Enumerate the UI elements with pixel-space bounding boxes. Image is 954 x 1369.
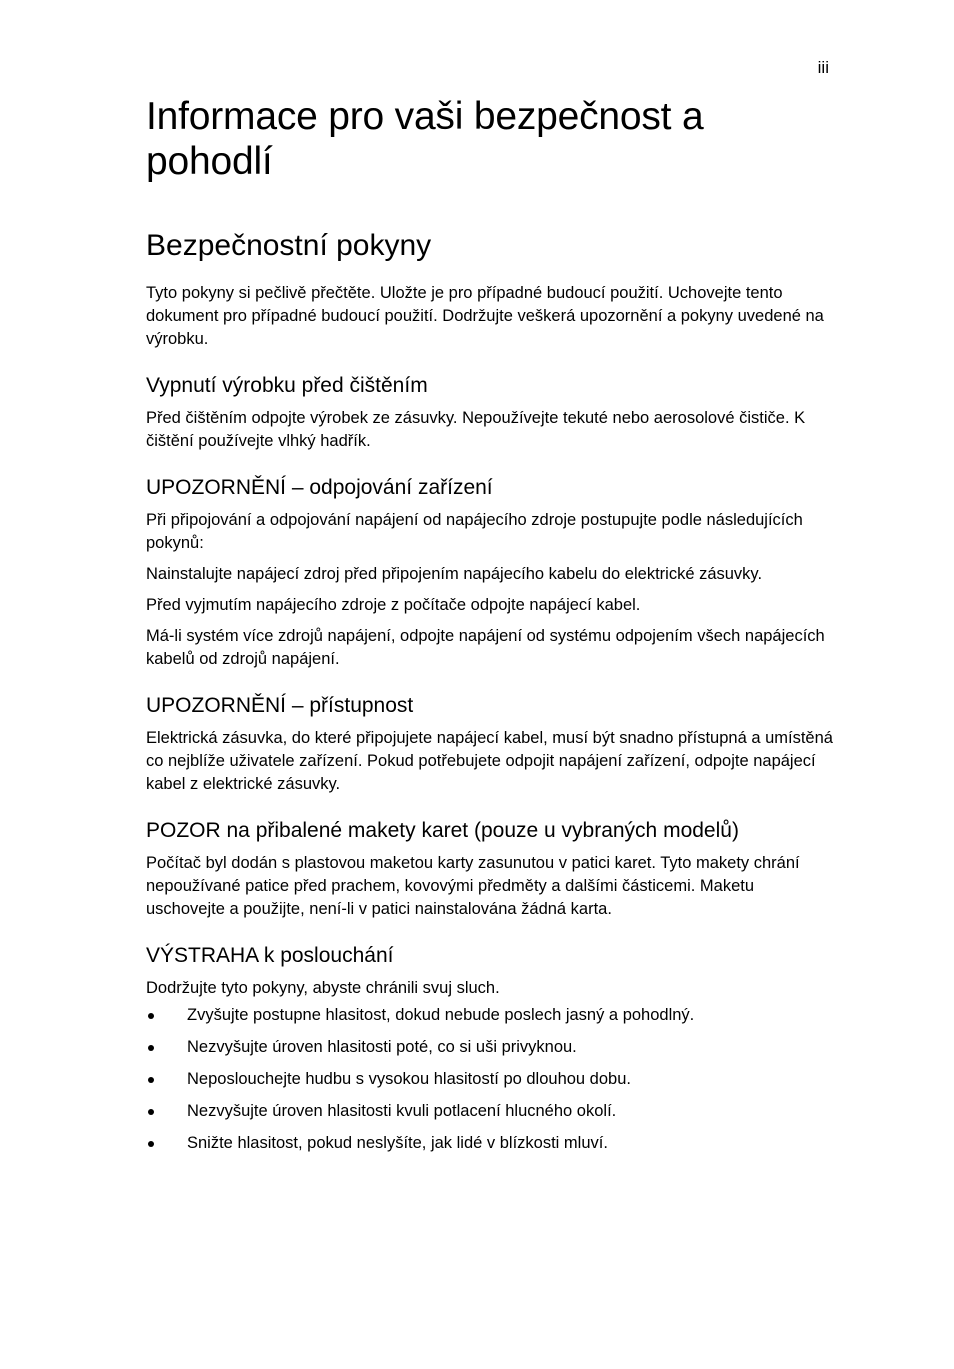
paragraph: Před vyjmutím napájecího zdroje z počítače odpojte napájecí kabel. xyxy=(146,596,641,614)
paragraph: Má-li systém více zdrojů napájení, odpojte napájení od systému odpojením všech napájecích kabelů od zdrojů napájení. xyxy=(146,627,825,668)
section-accessibility xyxy=(146,693,836,796)
paragraph: Při připojování a odpojování napájení od napájecího zdroje postupujte podle následujících pokynů: xyxy=(146,511,803,552)
paragraph: Dodržujte tyto pokyny, abyste chránili svuj sluch. xyxy=(146,979,500,997)
bullet-list xyxy=(146,1004,836,1155)
bullet-icon xyxy=(148,1077,154,1083)
page-title: Informace pro vaši bezpečnost a pohodlí xyxy=(146,95,704,183)
paragraph: Elektrická zásuvka, do které připojujete napájecí kabel, musí být snadno přístupná a umístěná co nejblíže uživatele zařízení. Pokud potřebujete odpojit napájení zařízení, odpojte napájecí kabel z elektrické zásuvky. xyxy=(146,729,833,793)
section-cleaning xyxy=(146,373,836,453)
bullet-icon xyxy=(148,1141,154,1147)
section-title: Bezpečnostní pokyny xyxy=(146,229,432,262)
section-heading: UPOZORNĚNÍ – odpojování zařízení xyxy=(146,476,493,499)
section-heading: POZOR na přibalené makety karet (pouze u vybraných modelů) xyxy=(146,819,739,842)
list-item xyxy=(146,1004,836,1027)
list-item-text: Nezvyšujte úroven hlasitosti kvuli potlacení hlucného okolí. xyxy=(187,1102,617,1120)
list-item xyxy=(146,1068,836,1091)
page-content xyxy=(146,94,836,1164)
list-item xyxy=(146,1036,836,1059)
section-heading: Vypnutí výrobku před čištěním xyxy=(146,374,428,397)
section-disconnecting xyxy=(146,475,836,671)
list-item xyxy=(146,1132,836,1155)
section-heading: UPOZORNĚNÍ – přístupnost xyxy=(146,694,414,717)
page-number: iii xyxy=(817,58,829,77)
bullet-icon xyxy=(148,1045,154,1051)
list-item xyxy=(146,1100,836,1123)
bullet-icon xyxy=(148,1109,154,1115)
list-item-text: Zvyšujte postupne hlasitost, dokud nebude poslech jasný a pohodlný. xyxy=(187,1006,695,1024)
list-item-text: Nezvyšujte úroven hlasitosti poté, co si uši privyknou. xyxy=(187,1038,577,1056)
list-item-text: Snižte hlasitost, pokud neslyšíte, jak lidé v blízkosti mluví. xyxy=(187,1134,608,1152)
bullet-icon xyxy=(148,1013,154,1019)
paragraph: Před čištěním odpojte výrobek ze zásuvky. Nepoužívejte tekuté nebo aerosolové čističe. K čištění používejte vlhký hadřík. xyxy=(146,409,806,450)
section-listening xyxy=(146,943,836,1155)
paragraph: Nainstalujte napájecí zdroj před připojením napájecího kabelu do elektrické zásuvky. xyxy=(146,565,763,583)
list-item-text: Neposlouchejte hudbu s vysokou hlasitostí po dlouhou dobu. xyxy=(187,1070,631,1088)
intro-paragraph: Tyto pokyny si pečlivě přečtěte. Uložte je pro případné budoucí použití. Uchovejte tento dokument pro případné budoucí použití. Dodržujte veškerá upozornění a pokyny uvedené na výrobku. xyxy=(146,284,824,348)
section-heading: VÝSTRAHA k poslouchání xyxy=(146,944,394,967)
paragraph: Počítač byl dodán s plastovou maketou karty zasunutou v patici karet. Tyto makety chrání nepoužívané patice před prachem, kovovými předměty a dalšími částicemi. Maketu uschovejte a použijte, není-li v patici nainstalována žádná karta. xyxy=(146,854,800,918)
section-dummy-cards xyxy=(146,818,836,921)
